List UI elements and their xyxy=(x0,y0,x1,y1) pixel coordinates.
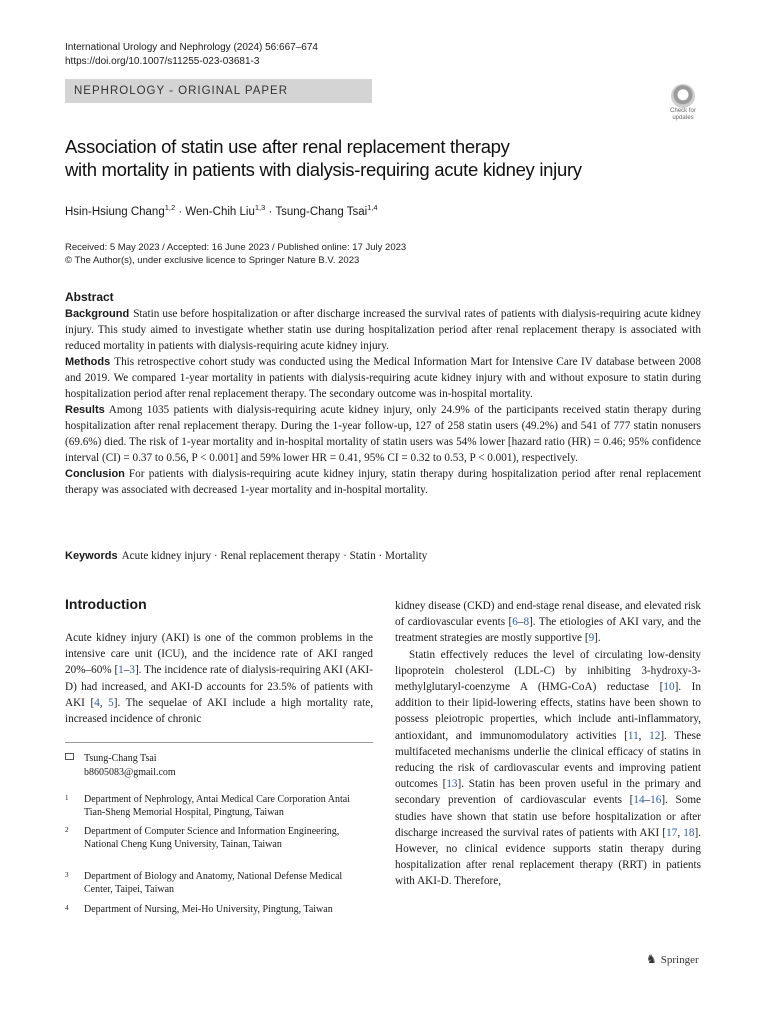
citation-link[interactable]: 17 xyxy=(666,826,678,839)
abstract-methods xyxy=(65,354,701,402)
author-name[interactable]: Tsung-Chang Tsai xyxy=(275,205,368,218)
text-run: ]. In addition to their lipid-lowering effects, statins have been shown to possess pleiotropic properties, which include anti-inflammatory, antioxidant, and immunomodulatory activities [ xyxy=(395,681,701,742)
abstract-conclusion xyxy=(65,466,701,498)
citation-link[interactable]: 16 xyxy=(650,794,662,807)
introduction-heading: Introduction xyxy=(65,596,147,612)
affiliation-item xyxy=(65,870,365,896)
text-run: , xyxy=(99,696,109,709)
background-label: Background xyxy=(65,308,130,320)
intro-paragraph xyxy=(395,647,701,890)
abstract-heading: Abstract xyxy=(65,290,114,304)
author-affiliation: 1,2 xyxy=(164,203,176,212)
author-list xyxy=(65,203,378,218)
text-run: – xyxy=(123,664,130,677)
affiliation-number: 1 xyxy=(65,794,69,802)
footnote-divider xyxy=(65,742,373,743)
check-updates-line1: Check for xyxy=(670,108,696,114)
author-separator: · xyxy=(175,205,186,218)
affiliation-item xyxy=(65,903,365,916)
text-run: – xyxy=(644,794,651,807)
column-right xyxy=(395,598,701,890)
check-for-updates-badge[interactable] xyxy=(663,84,703,124)
text-run: ]. Some studies have shown that statin use before hospitalization or after discharge increased the survival rates of patients with AKI [ xyxy=(395,794,701,839)
copyright-line: © The Author(s), under exclusive licence to Springer Nature B.V. 2023 xyxy=(65,255,360,266)
author-affiliation: 1,3 xyxy=(254,203,266,212)
citation-link[interactable]: 4 xyxy=(94,696,100,709)
journal-citation: International Urology and Nephrology (2024) 56:667–674 xyxy=(65,42,318,53)
abstract-background xyxy=(65,306,701,354)
affiliation-text: Department of Biology and Anatomy, National Defense Medical Center, Taipei, Taiwan xyxy=(84,871,343,895)
methods-text: This retrospective cohort study was conducted using the Medical Information Mart for Intensive Care IV database between 2008 and 2019. We compared 1-year mortality in patients with dialysis-requiring acute kidney injury with and without exposure to statin during hospitalization period after renal replacement therapy. The secondary outcome was in-hospital mortality. xyxy=(65,356,701,400)
article-title xyxy=(65,135,715,181)
intro-paragraph xyxy=(395,598,701,647)
text-run: kidney disease (CKD) and end-stage renal disease, and elevated risk of cardiovascular events [ xyxy=(395,600,701,629)
publication-dates: Received: 5 May 2023 / Accepted: 16 June 2023 / Published online: 17 July 2023 xyxy=(65,242,407,253)
affiliation-number: 4 xyxy=(65,904,69,912)
abstract-body xyxy=(65,306,701,498)
section-banner: NEPHROLOGY - ORIGINAL PAPER xyxy=(65,79,372,103)
text-run: ]. Statin has been proven useful in the primary and secondary prevention of cardiovascular events [ xyxy=(395,778,701,807)
affiliation-text: Department of Computer Science and Information Engineering, National Cheng Kung University, Tainan, Taiwan xyxy=(84,826,340,850)
citation-link[interactable]: 8 xyxy=(523,616,530,629)
text-run: ]. The etiologies of AKI vary, and the treatment strategies are mostly supportive [ xyxy=(395,616,701,645)
contact-name: Tsung-Chang Tsai xyxy=(84,753,157,764)
doi-link[interactable]: https://doi.org/10.1007/s11255-023-03681-3 xyxy=(65,56,260,67)
text-run: ]. The sequelae of AKI include a high mortality rate, increased incidence of chronic xyxy=(65,696,374,726)
publisher-footer xyxy=(646,952,699,967)
author-separator: · xyxy=(265,205,276,218)
background-text: Statin use before hospitalization or after discharge increased the survival rates of patients with dialysis-requiring acute kidney injury. This study aimed to investigate whether statin use during hospitalization period after renal replacement therapy is associated with reduced mortality in patients with dialysis-requiring acute kidney injury. xyxy=(65,308,701,352)
contact-block xyxy=(84,752,176,780)
contact-email[interactable]: b8605083@gmail.com xyxy=(84,767,176,778)
abstract-results xyxy=(65,402,701,466)
title-line-2: with mortality in patients with dialysis-requiring acute kidney injury xyxy=(65,159,582,180)
citation-link[interactable]: 14 xyxy=(633,794,645,807)
conclusion-label: Conclusion xyxy=(65,468,125,480)
affiliation-item xyxy=(65,793,365,819)
citation-link[interactable]: 6 xyxy=(512,616,518,629)
keywords xyxy=(65,550,427,562)
citation-link[interactable]: 9 xyxy=(588,632,595,645)
text-run: ]. xyxy=(594,632,601,645)
citation-link[interactable]: 13 xyxy=(446,778,458,791)
journal-header xyxy=(65,41,318,69)
text-run: ]. However, no clinical evidence supports statin therapy during hospitalization after renal replacement therapy (RRT) in patients with AKI-D. Therefore, xyxy=(395,826,701,888)
column-left xyxy=(65,630,373,727)
author-name[interactable]: Wen-Chih Liu xyxy=(185,205,255,218)
affiliation-item xyxy=(65,825,365,851)
publisher-name: Springer xyxy=(660,954,699,966)
keywords-label: Keywords xyxy=(65,550,118,562)
citation-link[interactable]: 10 xyxy=(663,681,675,694)
conclusion-text: For patients with dialysis-requiring acute kidney injury, statin therapy during hospitalization period after renal replacement therapy was associated with decreased 1-year mortality and in-hospital mortality. xyxy=(65,468,701,496)
text-run: ]. These multifaceted mechanisms underlie the clinical efficacy of statins in reducing the risk of cardiovascular events and improving patient outcomes [ xyxy=(395,729,701,791)
results-text: Among 1035 patients with dialysis-requiring acute kidney injury, only 24.9% of the participants received statin therapy during hospitalization after renal replacement therapy. During the 1-year follow-up, 127 of 258 statin users (49.2%) and 541 of 777 statin nonusers (69.6%) died. The risk of 1-year mortality and in-hospital mortality of statin users was 54% lower [hazard ratio (HR) = 0.46; 95% confidence interval (CI) = 0.37 to 0.56, P < 0.001] and 59% lower HR = 0.41, 95% CI = 0.32 to 0.53, P < 0.001), respectively. xyxy=(65,404,701,464)
results-label: Results xyxy=(65,404,105,416)
article-dates xyxy=(65,241,406,267)
citation-link[interactable]: 1 xyxy=(118,664,124,677)
text-run: , xyxy=(638,729,650,742)
citation-link[interactable]: 12 xyxy=(649,729,661,742)
check-updates-icon xyxy=(671,84,695,108)
affiliation-text: Department of Nursing, Mei-Ho University, Pingtung, Taiwan xyxy=(84,904,333,915)
text-run: , xyxy=(677,826,684,839)
envelope-icon xyxy=(65,753,74,760)
text-run: ]. The incidence rate of dialysis-requiring AKI (AKI-D) had increased, and AKI-D accounts for 23.5% of patients with AKI [ xyxy=(65,664,373,709)
keywords-text: Acute kidney injury · Renal replacement therapy · Statin · Mortality xyxy=(121,550,428,562)
citation-link[interactable]: 3 xyxy=(129,664,135,677)
springer-logo-icon: ♞ xyxy=(646,952,657,966)
affiliation-number: 2 xyxy=(65,826,69,834)
affiliation-number: 3 xyxy=(65,871,69,879)
citation-link[interactable]: 18 xyxy=(683,826,695,839)
check-updates-line2: updates xyxy=(672,115,694,121)
author-affiliation: 1,4 xyxy=(367,203,378,212)
citation-link[interactable]: 11 xyxy=(627,729,639,742)
text-run: – xyxy=(517,616,524,629)
text-run: Acute kidney injury (AKI) is one of the common problems in the intensive care unit (ICU), and the incidence rate of AKI ranged 20%–60% [ xyxy=(65,632,373,677)
citation-link[interactable]: 5 xyxy=(108,696,114,709)
text-run: Statin effectively reduces the level of circulating low-density lipoprotein cholesterol (LDL-C) by inhibiting 3-hydroxy-3-methylglutaryl-coenzyme A (HMG-CoA) reductase [ xyxy=(395,648,701,694)
intro-paragraph xyxy=(65,630,373,727)
author-name[interactable]: Hsin-Hsiung Chang xyxy=(65,205,165,218)
affiliation-text: Department of Nephrology, Antai Medical Care Corporation Antai Tian-Sheng Memorial Hospital, Pingtung, Taiwan xyxy=(84,794,350,818)
methods-label: Methods xyxy=(65,356,111,368)
title-line-1: Association of statin use after renal replacement therapy xyxy=(65,136,510,157)
